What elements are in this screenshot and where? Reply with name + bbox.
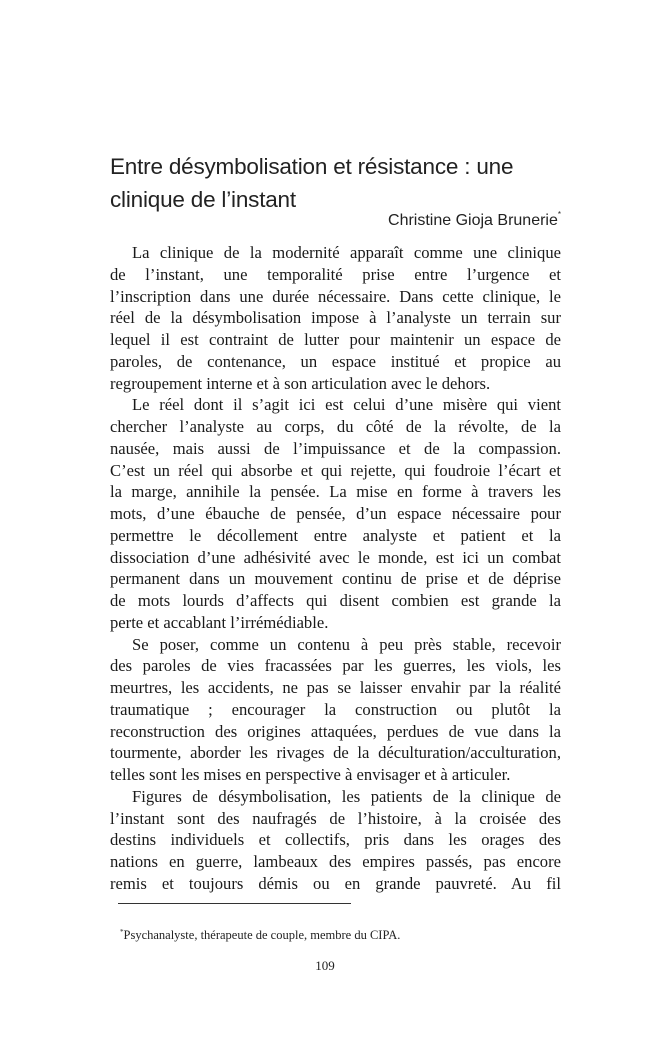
body-text xyxy=(110,242,561,895)
text-line: paroles, de contenance, un espace institué et propice au xyxy=(110,351,561,371)
text-line: perte et accablant l’irrémédiable. xyxy=(110,612,329,632)
text-line: de mots lourds d’affects qui disent combien est grande la xyxy=(110,591,561,610)
author-byline xyxy=(110,212,561,230)
text-line: nausée, mais aussi de l’impuissance et de la compassion. xyxy=(110,438,561,458)
text-line: remis et toujours démis ou en grande pauvreté. Au fil xyxy=(110,873,561,893)
author-name: Christine Gioja Brunerie xyxy=(388,212,558,229)
text-line: réel de la désymbolisation impose à l’analyste un terrain sur xyxy=(110,308,561,328)
footnote-divider xyxy=(118,903,351,904)
text-line: destins individuels et collectifs, pris dans les orages des xyxy=(110,830,561,850)
text-line: traumatique ; encourager la construction ou plutôt la xyxy=(110,699,561,719)
text-line: nations en guerre, lambeaux des empires passés, pas encore xyxy=(110,852,561,871)
text-line: La clinique de la modernité apparaît comme une clinique xyxy=(132,243,561,262)
footnote xyxy=(120,928,400,943)
text-line: meurtres, les accidents, ne pas se laisser envahir par la réalité xyxy=(110,678,561,697)
text-line: telles sont les mises en perspective à envisager et à articuler. xyxy=(110,765,511,784)
chapter-title xyxy=(110,150,570,216)
text-line: permanent dans un mouvement continu de prise et de déprise xyxy=(110,569,561,589)
paragraph xyxy=(110,634,561,786)
text-line: des paroles de vies fracassées par les guerres, les viols, les xyxy=(110,656,561,676)
text-line: permettre le décollement entre analyste et patient et la xyxy=(110,525,561,545)
text-line: regroupement interne et à son articulation avec le dehors. xyxy=(110,373,491,393)
footnote-text: Psychanalyste, thérapeute de couple, membre du CIPA. xyxy=(123,928,401,943)
text-line: Le réel dont il s’agit ici est celui d’une misère qui vient xyxy=(132,395,561,415)
paragraph xyxy=(110,786,561,895)
text-line: C’est un réel qui absorbe et qui rejette, qui foudroie l’écart et xyxy=(110,460,561,480)
title-line: clinique de l’instant xyxy=(110,187,296,212)
footnote-mark: * xyxy=(120,928,124,936)
text-line: Figures de désymbolisation, les patients de la clinique de xyxy=(132,786,561,806)
text-line: dissociation d’une adhésivité avec le monde, est ici un combat xyxy=(110,547,561,567)
text-line: l’inscription dans une durée nécessaire. Dans cette clinique, le xyxy=(110,286,561,306)
paragraph xyxy=(110,394,561,633)
text-line: l’instant sont des naufragés de l’histoire, à la croisée des xyxy=(110,808,561,828)
text-line: chercher l’analyste au corps, du côté de la révolte, de la xyxy=(110,417,561,436)
text-line: mots, d’une ébauche de pensée, d’un espace nécessaire pour xyxy=(110,504,561,523)
text-line: reconstruction des origines attaquées, perdues de vue dans la xyxy=(110,721,561,741)
page-number: 109 xyxy=(315,958,335,973)
text-line: la marge, annihile la pensée. La mise en forme à travers les xyxy=(110,482,561,502)
footnote-marker: * xyxy=(557,210,561,219)
title-line: Entre désymbolisation et résistance : une xyxy=(110,154,514,179)
text-line: de l’instant, une temporalité prise entre l’urgence et xyxy=(110,264,561,284)
text-line: tourmente, aborder les rivages de la déculturation/acculturation, xyxy=(110,743,561,763)
paragraph xyxy=(110,242,561,394)
text-line: Se poser, comme un contenu à peu près stable, recevoir xyxy=(132,634,561,654)
text-line: lequel il est contraint de lutter pour maintenir un espace de xyxy=(110,330,561,349)
